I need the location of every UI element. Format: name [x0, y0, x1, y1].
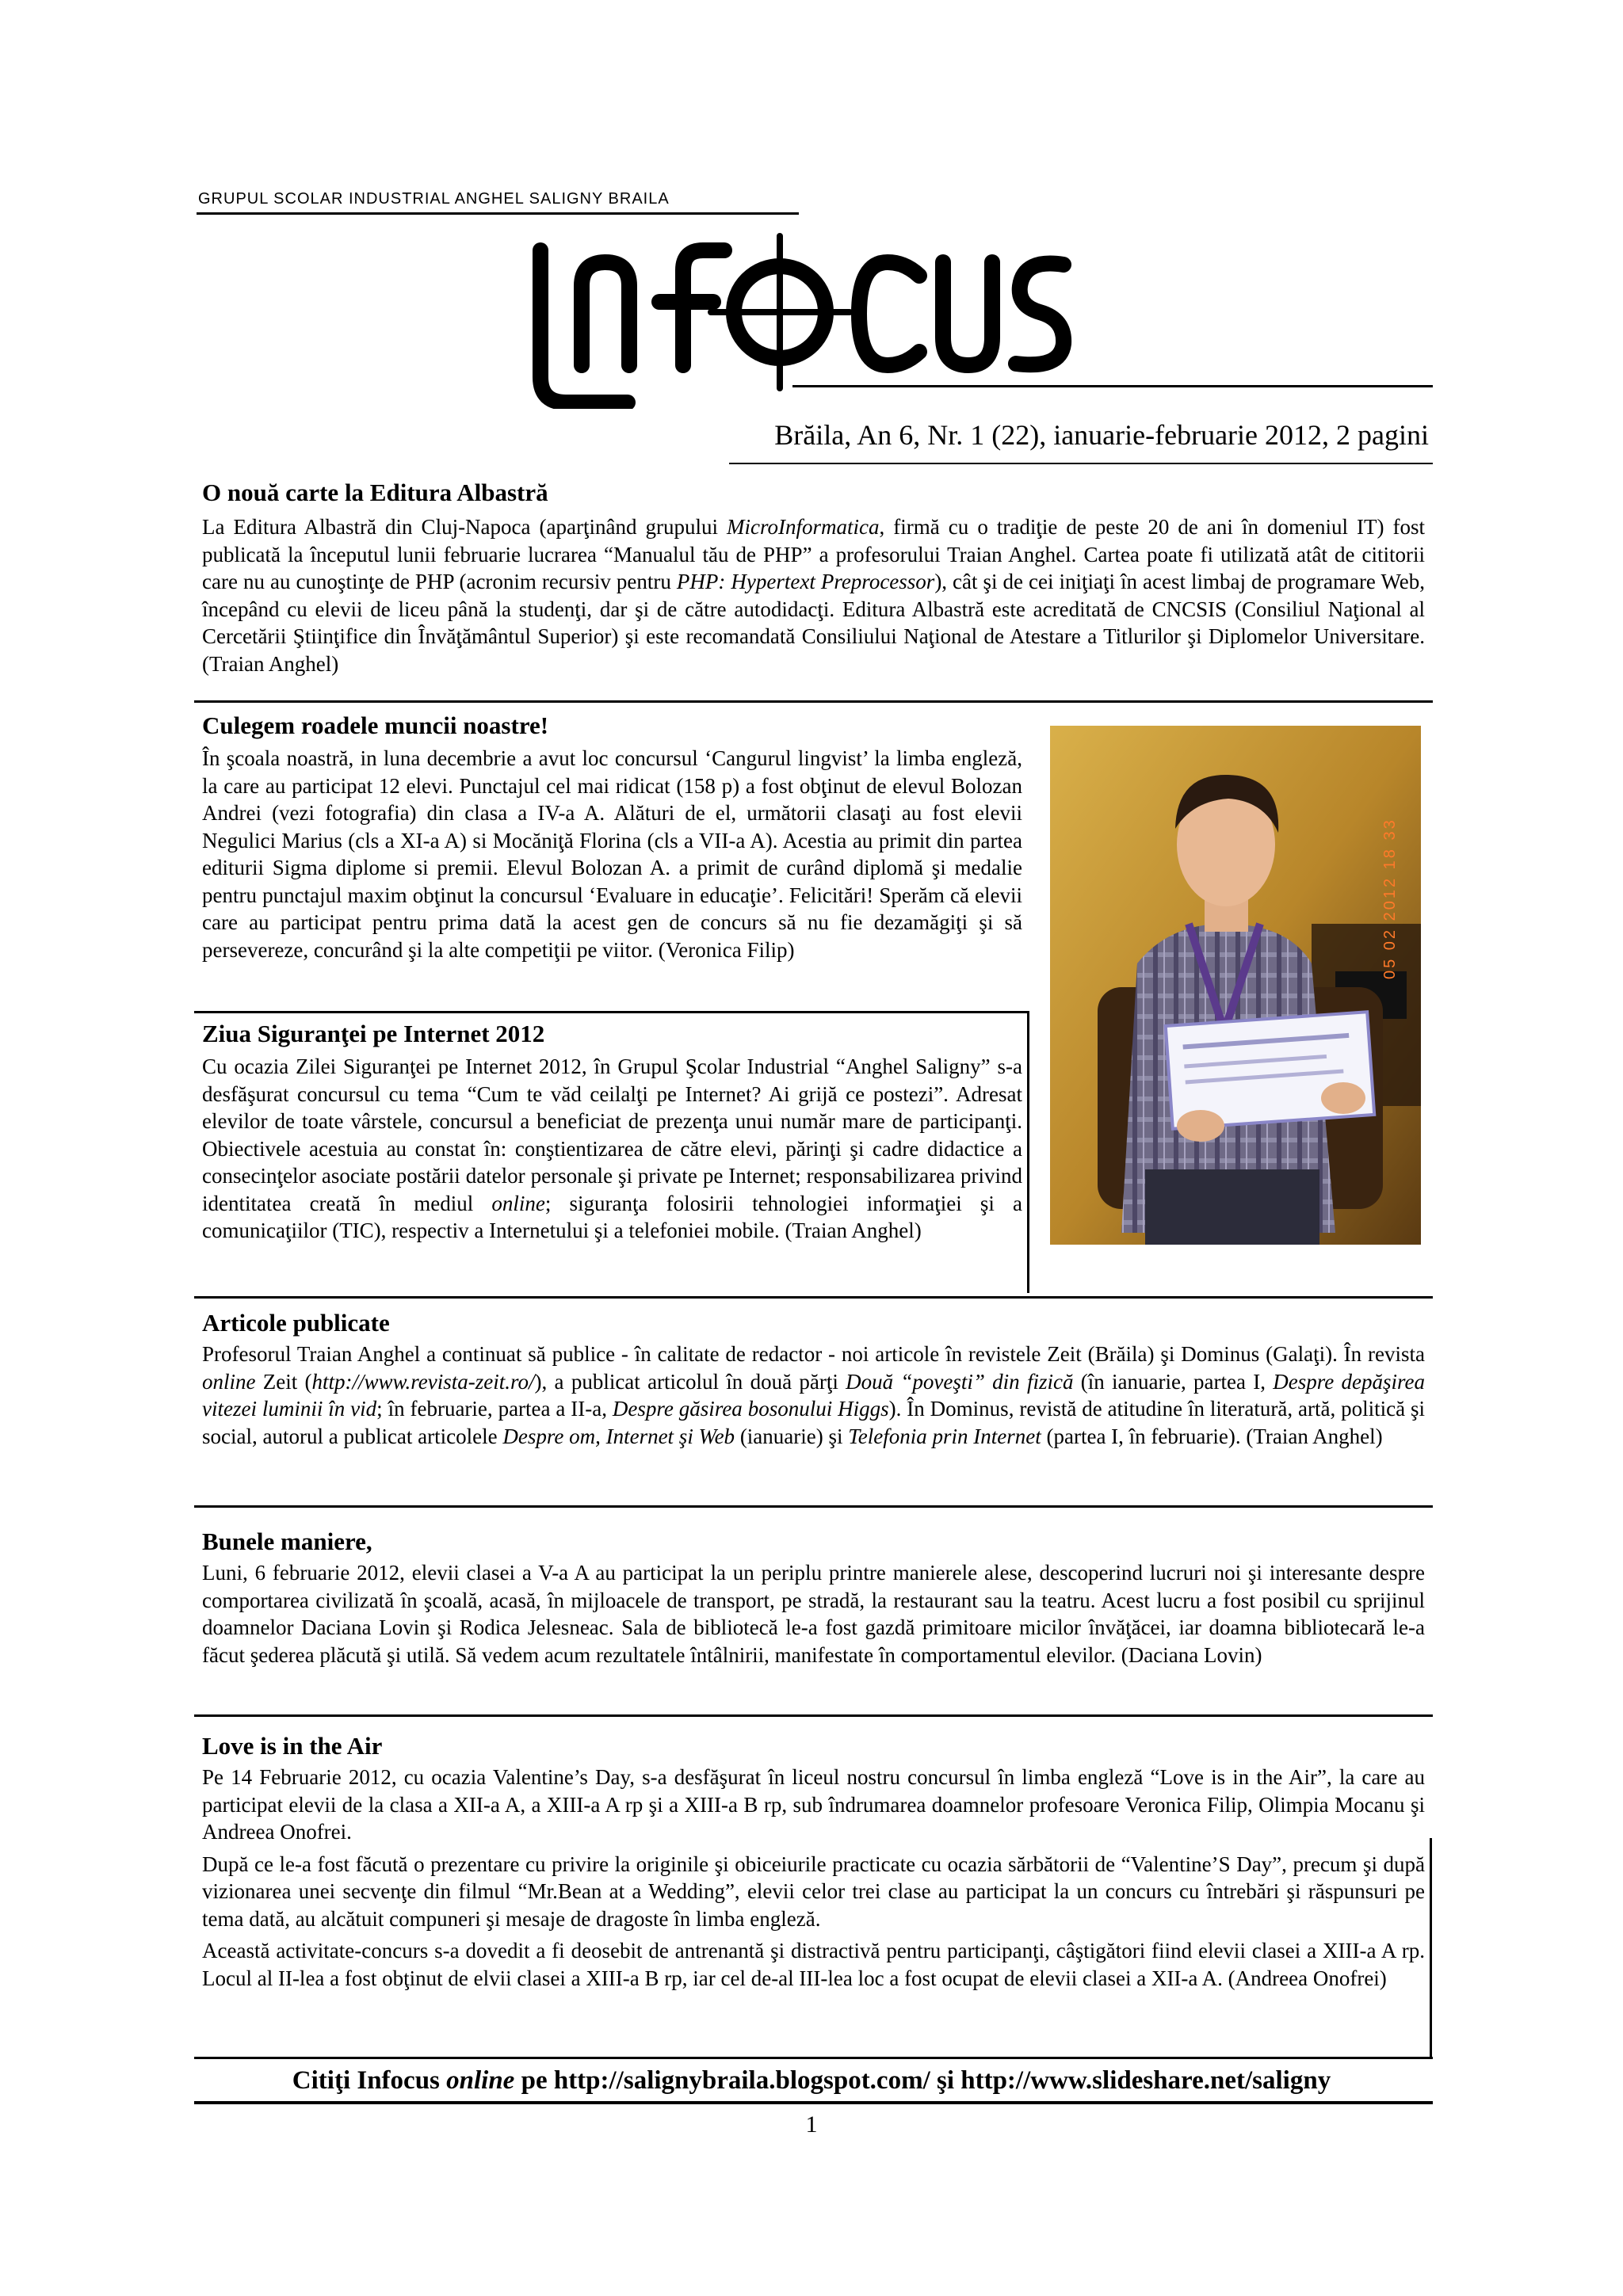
article-harvest — [202, 710, 1022, 963]
article-title: Bunele maniere, — [202, 1527, 372, 1555]
article-title: Culegem roadele muncii noastre! — [202, 711, 549, 739]
italic-text: Despre om, Internet şi Web — [502, 1424, 735, 1448]
text-run: ; siguranţa folosirii tehnologiei informaţiei şi a comunicaţiilor (TIC), respectiv a Internetului şi a telefoniei mobile. (Traian Anghel) — [202, 1191, 1022, 1242]
issue-info: Brăila, An 6, Nr. 1 (22), ianuarie-februarie 2012, 2 pagini — [774, 419, 1429, 451]
italic-text: Despre găsirea bosonului Higgs — [612, 1397, 889, 1421]
text-run: ), cât şi de cei iniţiaţi în acest limbaj de programare Web, începând cu elevii de liceu până la studenţi, dar şi de către autodidacţi. Editura Albastră este acreditată de CNCSIS (Consiliul Naţional al Cercetării Ştiinţifice din Învăţământul Superior) şi este recomandată Consiliului Naţional de Atestare a Titlurilor şi Diplomelor Universitare. (Traian Anghel) — [202, 570, 1425, 676]
text-run: Citiţi Infocus — [292, 2066, 447, 2095]
article-body — [202, 1053, 1022, 1245]
text-run: Profesorul Traian Anghel a continuat să publice - în calitate de redactor - noi articole în revistele Zeit (Brăila) şi Dominus (Galaţi). În revista — [202, 1342, 1425, 1366]
text-run: ; în februarie, partea a II-a, — [376, 1397, 613, 1421]
box-edge — [1430, 1838, 1432, 2057]
text-run: În şcoala noastră, in luna decembrie a avut loc concursul ‘Cangurul lingvist’ la limba engleză, la care au participat 12 elevi. Punctajul cel mai ridicat (158 p) a fost obţinut de elevul Bolozan Andrei (vezi fotografia) din clasa a IV-a A. Alături de el, următorii clasaţi au fost elevii Negulici Marius (cls a XI-a A) si Mocăniţă Florina (cls a VII-a A). Acestia au primit din partea editurii Sigma diplome si premii. Elevul Bolozan A. a primit de curând diplomă şi medalie pentru punctajul maxim obţinut la concursul ‘Evaluare in educaţie’. Felicitări! Sperăm că elevii care au participat pentru prima dată la acest gen de concurs să nu fie dezamăgiţi şi să persevereze, concurând şi la alte competiţii pe viitor. (Veronica Filip) — [202, 746, 1022, 962]
text-run: Zeit ( — [255, 1369, 312, 1394]
section-divider — [194, 1296, 1433, 1299]
text-run: , firmă cu o tradiţie de peste 20 de ani în domeniul IT) fost publicată la începutul lunii februarie lucrarea “Manualul tău de PHP” a profesorului Traian Anghel. Cartea poate fi utilizată atât de cititorii care nu au cunoştinţe de PHP (acronim recursiv pentru — [202, 515, 1426, 593]
text-run: Această activitate-concurs s-a dovedit a fi deosebit de antrenantă şi distractivă pentru participanţi, câştigători fiind elevii clasei a XIII-a A rp. Locul al II-lea a fost obţinut de elvii clasei a XIII-a B rp, iar cel de-al III-lea loc a fost ocupat de elevii clasei a XII-a A. (Andreea Onofrei) — [202, 1939, 1425, 1990]
section-divider — [194, 1505, 1433, 1508]
header-rule-right — [792, 385, 1433, 387]
footer-links — [194, 2066, 1429, 2096]
student-photo — [1050, 726, 1421, 1245]
page-number: 1 — [805, 2111, 818, 2138]
school-name: GRUPUL SCOLAR INDUSTRIAL ANGHEL SALIGNY BRAILA — [198, 190, 670, 208]
text-run: (ianuarie) şi — [735, 1424, 849, 1448]
article-title: Ziua Siguranţei pe Internet 2012 — [202, 1020, 545, 1047]
text-run: La Editura Albastră din Cluj-Napoca (aparţinând grupului — [202, 515, 727, 539]
section-divider — [194, 2057, 1433, 2059]
article-body — [202, 1937, 1425, 1992]
issue-rule — [729, 463, 1433, 464]
section-divider — [194, 1714, 1433, 1717]
infocus-logo — [517, 219, 1124, 409]
article-good-manners — [202, 1526, 1425, 1669]
italic-text: Două “poveşti” din fizică — [846, 1369, 1074, 1394]
footer-rule — [194, 2101, 1433, 2104]
article-new-book — [202, 477, 1425, 677]
text-run: (partea I, în februarie). (Traian Anghel) — [1041, 1424, 1383, 1448]
text-run: Luni, 6 februarie 2012, elevii clasei a V-a A au participat la un periplu printre manierele alese, descoperind lucruri noi şi interesante despre comportarea civilizată în şcoală, acasă, în mijloacele de transport, pe stradă, la restaurant sau la teatru. Acest lucru a fost posibil cu sprijinul doamnelor Daciana Lovin şi Rodica Jelesneac. Sala de bibliotecă le-a fost gazdă primitoare micilor învăţăcei, iar doamna bibliotecară le-a făcut şederea plăcută şi utilă. Să vedem acum rezultatele întâlnirii, manifestate în comportamentul elevilor. (Daciana Lovin) — [202, 1561, 1425, 1667]
article-love-air — [202, 1730, 1425, 1992]
italic-text: online — [446, 2066, 515, 2095]
photo-timestamp: 05 02 2012 18 33 — [1381, 818, 1399, 979]
header-rule-top — [197, 212, 799, 215]
article-title: O nouă carte la Editura Albastră — [202, 479, 548, 506]
italic-text: Despre depăşirea vitezei luminii în vid — [202, 1369, 1425, 1421]
article-body — [202, 1341, 1425, 1450]
text-run: Cu ocazia Zilei Siguranţei pe Internet 2012, în Grupul Şcolar Industrial “Anghel Saligny” s-a desfăşurat concursul cu tema “Cum te văd ceilalţi pe Internet? Ai grijă ce postezi”. Adresat elevilor de toate vârstele, concursul a beneficiat de prezenţa unui număr mare de participanţi. Obiectivele acestuia au constat în: conştientizarea de către elevi, părinţi şi cadre didactice a consecinţelor asociate postării datelor personale şi private pe Internet; responsabilizarea privind identitatea creată în mediul — [202, 1055, 1022, 1215]
article-body — [202, 513, 1425, 677]
italic-text: http://www.revista-zeit.ro/ — [311, 1369, 535, 1394]
text-run: ), a publicat articolul în două părţi — [534, 1369, 846, 1394]
article-title: Articole publicate — [202, 1309, 390, 1337]
article-body — [202, 1851, 1425, 1933]
text-run: pe http://salignybraila.blogspot.com/ şi http://www.slideshare.net/saligny — [514, 2066, 1331, 2095]
italic-text: MicroInformatica — [727, 515, 880, 539]
article-published — [202, 1307, 1425, 1450]
section-divider — [194, 1011, 1029, 1013]
italic-text: Telefonia prin Internet — [848, 1424, 1041, 1448]
text-run: (în ianuarie, partea I, — [1073, 1369, 1274, 1394]
italic-text: online — [491, 1191, 545, 1215]
section-divider — [194, 700, 1433, 703]
article-internet-safety — [202, 1018, 1022, 1245]
article-body — [202, 745, 1022, 963]
logo-graphic — [517, 219, 1124, 409]
text-run: După ce le-a fost făcută o prezentare cu privire la originile şi obiceiurile practicate cu ocazia sărbătorii de “Valentine’S Day”, precum şi după vizionarea unei secvenţe din filmul “Mr.Bean at a Wedding”, elevii celor trei clase au participat la un concurs cu întrebări şi răspunsuri pe tema dată, au alcătuit compuneri şi mesaje de dragoste în limba engleză. — [202, 1852, 1425, 1931]
article-body — [202, 1764, 1425, 1846]
article-body — [202, 1559, 1425, 1669]
photo-illustration — [1050, 726, 1421, 1245]
italic-text: PHP: Hypertext Preprocessor — [676, 570, 935, 593]
text-run: Pe 14 Februarie 2012, cu ocazia Valentine’s Day, s-a desfăşurat în liceul nostru concursul în limba engleză “Love is in the Air”, la care au participat elevii de la clasa a XII-a A, a XIII-a A rp şi a XIII-a B rp, sub îndrumarea doamnelor profesoare Veronica Filip, Olimpia Mocanu şi Andreea Onofrei. — [202, 1765, 1425, 1844]
box-edge — [1027, 1011, 1029, 1293]
italic-text: online — [202, 1369, 256, 1394]
text-run: ). În Dominus, revistă de atitudine în literatură, artă, politică şi social, autorul a publicat articolele — [202, 1397, 1425, 1448]
article-title: Love is in the Air — [202, 1732, 383, 1760]
